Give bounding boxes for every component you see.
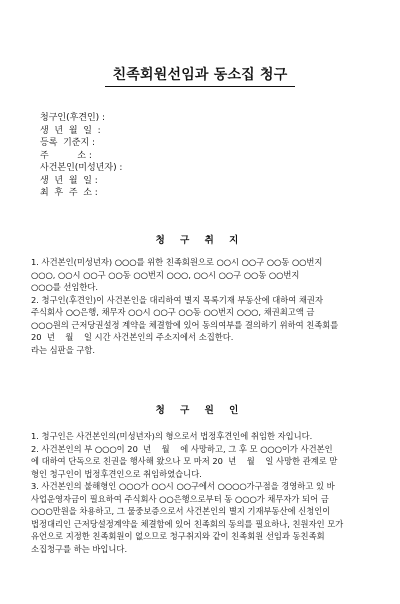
cause-line: 법정대리인 근저당설정계약을 체결함에 있어 친족회의 동의를 필요하나, 친원자인 모가 [31,518,344,529]
purpose-line: 20 년 월 일 시간 사건본인의 주소지에서 소집한다. [31,332,234,342]
purpose-line: 라는 심판을 구함. [31,344,96,355]
party-info-block [40,112,122,200]
document-title-wrapper [0,64,400,87]
cause-line: 유언으로 지정한 친족회원이 없으므로 청구취지와 같이 친족회원 선임과 동친족회 [31,531,325,541]
party-claimant-name: 청구인(후견인) : [40,113,106,123]
cause-heading: 청 구 원 인 [155,405,245,416]
party-subject-birthdate: 생 년 월 일 : [40,175,98,186]
cause-line: 형인 청구인이 법정후견인으로 취임하였습니다. [31,468,202,479]
cause-body [31,430,381,555]
document-title: 친족회원선임과 동소집 청구 [105,64,296,87]
party-subject-last-address: 최 후 주 소 : [40,188,98,198]
purpose-line: ○○○원의 근저당권설정 계약을 체결함에 있어 동의여부를 결의하기 위하여 친족회를 [31,319,339,330]
purpose-line: 2. 청구인(후견인)이 사건본인을 대리하여 별지 목록기재 부동산에 대하여 채권자 [31,294,323,305]
cause-line: ○○○만원을 차용하고, 그 물중보증으로서 사건본인의 별지 기재부동산에 신청인이 [31,506,331,516]
purpose-body [31,256,381,356]
party-claimant-registry: 등록 기준지 : [40,138,96,148]
purpose-line: ○○○를 선임한다. [31,282,99,292]
purpose-line: 주식회사 ○○은행, 채무자 ○○시 ○○구 ○○동 ○○번지 ○○○, 채권최고액 금 [31,307,315,317]
party-claimant-address: 주 소 : [40,150,92,161]
cause-line: 사업운영자금이 필요하여 주식회사 ○○은행으로부터 동 ○○○가 채무자가 되어 금 [31,493,329,504]
cause-line: 에 대하여 단독으로 친권을 행사해 왔으나 모 마저 20 년 월 일 사망한 관계로 맏 [31,456,338,466]
cause-line: 1. 청구인은 사건본인의(미성년자)의 형으로서 법정후견인에 취임한 자입니다. [31,431,313,441]
party-claimant-birthdate: 생 년 월 일 : [40,125,101,136]
purpose-line: 1. 사건본인(미성년자) ○○○를 위한 친족회원으로 ○○시 ○○구 ○○동 ○○번지 [31,257,323,267]
cause-line: 3. 사건본인의 불해형인 ○○○가 ○○시 ○○구에서 ○○○○가구점을 경영하고 있 바 [31,481,335,491]
purpose-heading: 청 구 취 지 [155,235,245,246]
purpose-line: ○○○, ○○시 ○○구 ○○동 ○○번지 ○○○, ○○시 ○○구 ○○동 ○○번지 [31,269,300,280]
cause-line: 2. 사건본인의 부 ○○○이 20 년 월 에 사망하고, 그 후 모 ○○○이가 사건본인 [31,443,333,454]
party-subject-name: 사건본인(미성년자) : [40,163,123,173]
cause-line: 소집청구를 하는 바입니다. [31,543,128,554]
